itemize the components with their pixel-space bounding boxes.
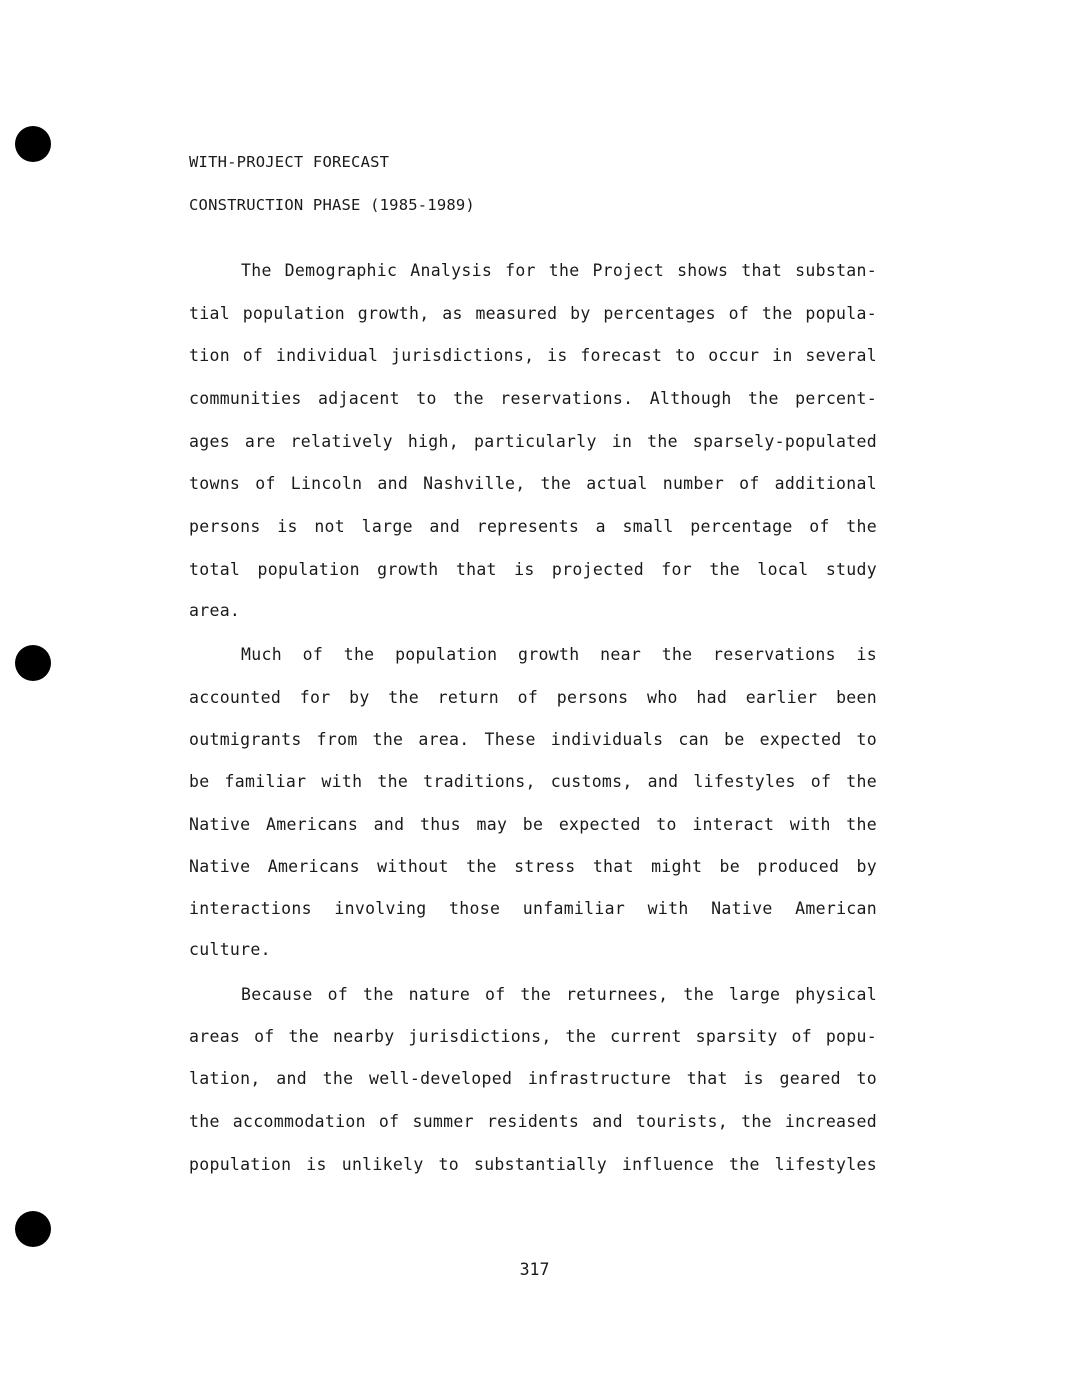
subsection-heading: CONSTRUCTION PHASE (1985-1989)	[189, 196, 475, 214]
text-line: towns of Lincoln and Nashville, the actual number of additional	[189, 474, 877, 493]
binder-hole-bottom	[15, 1211, 51, 1247]
text-line: total population growth that is projected for the local study	[189, 560, 877, 579]
text-line: areas of the nearby jurisdictions, the current sparsity of popu-	[189, 1027, 877, 1046]
text-line: tion of individual jurisdictions, is forecast to occur in several	[189, 346, 877, 365]
binder-hole-middle	[15, 645, 51, 681]
text-line: Because of the nature of the returnees, the large physical	[241, 985, 877, 1004]
text-line: lation, and the well-developed infrastructure that is geared to	[189, 1069, 877, 1088]
text-line: communities adjacent to the reservations. Although the percent-	[189, 389, 877, 408]
text-line: area.	[189, 601, 241, 620]
text-line: be familiar with the traditions, customs, and lifestyles of the	[189, 772, 877, 791]
text-line: culture.	[189, 940, 271, 959]
text-line: ages are relatively high, particularly in the sparsely-populated	[189, 432, 877, 451]
text-line: Native Americans without the stress that might be produced by	[189, 857, 877, 876]
text-line: Native Americans and thus may be expected to interact with the	[189, 815, 877, 834]
text-line: outmigrants from the area. These individuals can be expected to	[189, 730, 877, 749]
section-heading: WITH-PROJECT FORECAST	[189, 153, 390, 171]
text-line: tial population growth, as measured by percentages of the popula-	[189, 304, 877, 323]
text-line: interactions involving those unfamiliar with Native American	[189, 899, 877, 918]
text-line: persons is not large and represents a small percentage of the	[189, 517, 877, 536]
text-line: The Demographic Analysis for the Project shows that substan-	[241, 261, 877, 280]
text-line: Much of the population growth near the reservations is	[241, 645, 877, 664]
text-line: the accommodation of summer residents and tourists, the increased	[189, 1112, 877, 1131]
page-number: 317	[519, 1260, 550, 1279]
binder-hole-top	[15, 126, 51, 162]
text-line: population is unlikely to substantially influence the lifestyles	[189, 1155, 877, 1174]
text-line: accounted for by the return of persons who had earlier been	[189, 688, 877, 707]
